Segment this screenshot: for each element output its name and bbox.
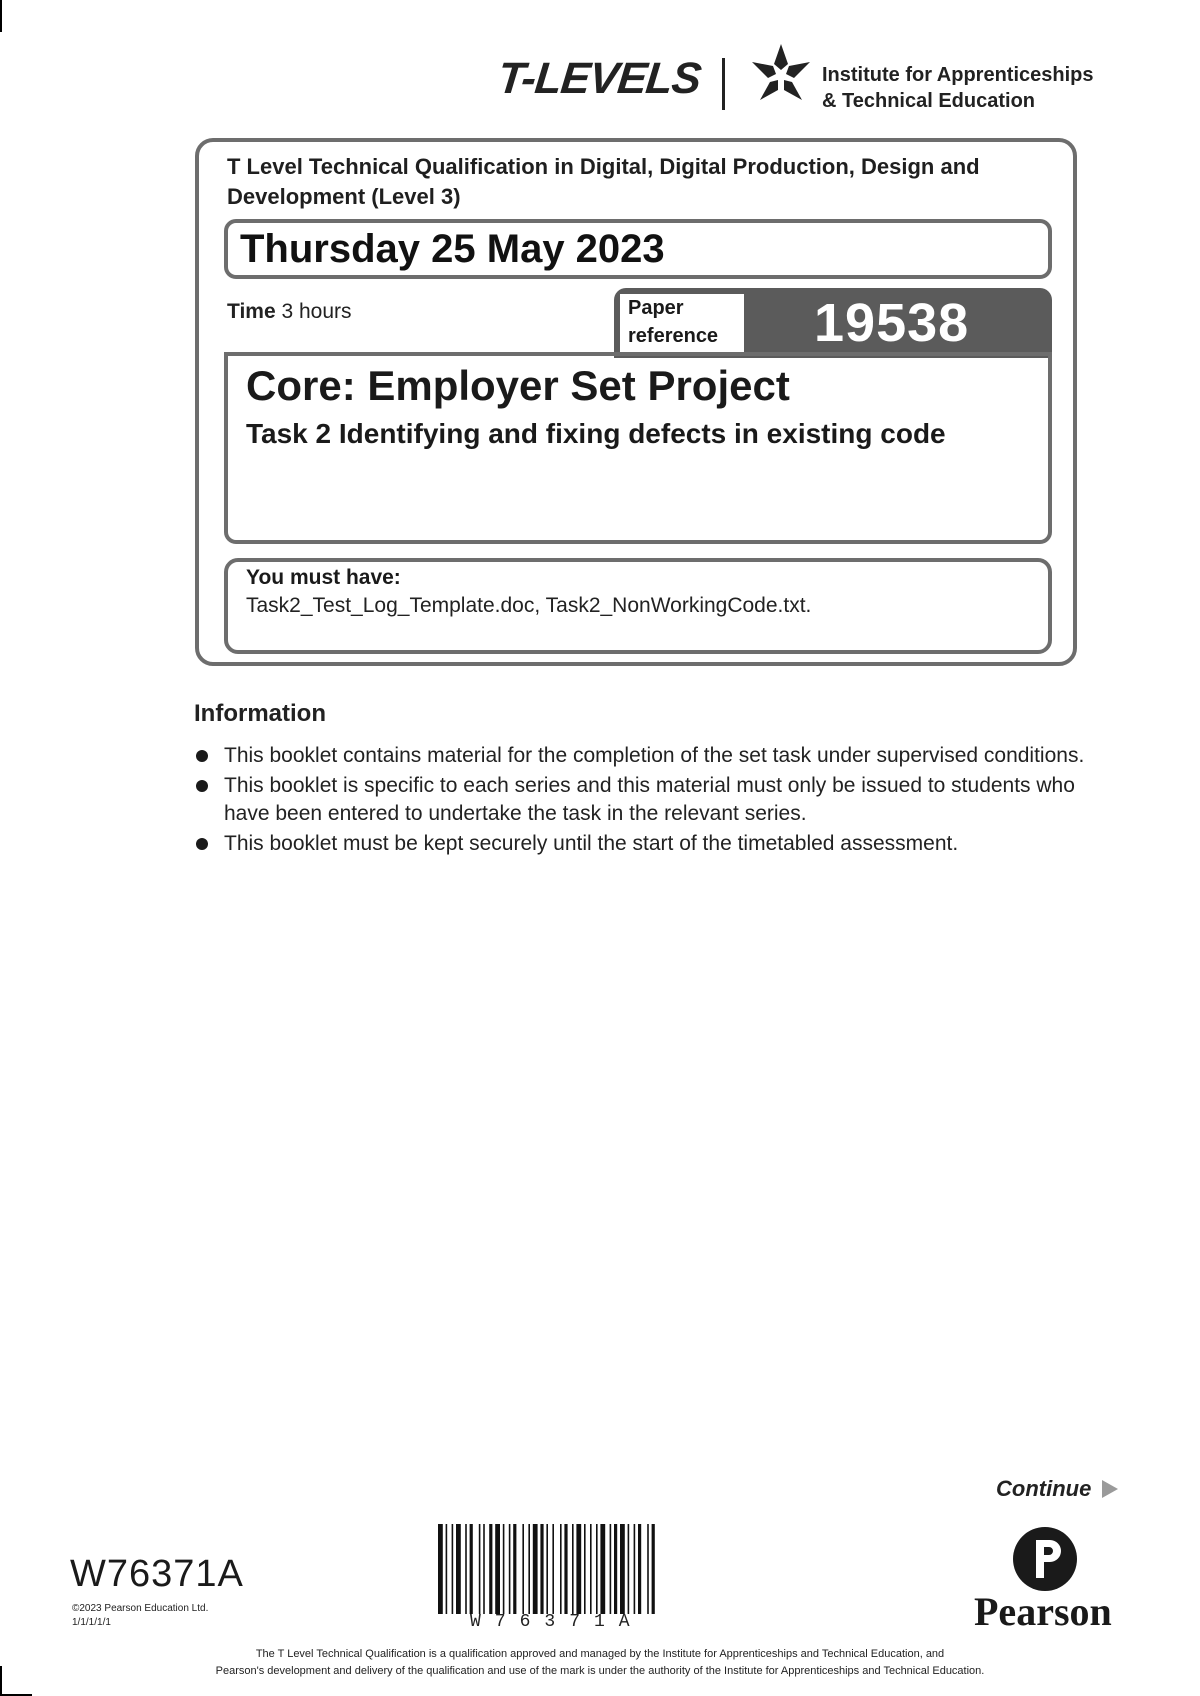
paper-reference-label-line-2: reference [628, 325, 719, 347]
information-list [194, 742, 1094, 860]
time-label: Time [227, 300, 276, 323]
qualification-footnote [120, 1646, 1080, 1680]
footnote-line-1: The T Level Technical Qualification is a qualification approved and managed by the Institute for Apprenticeships and Technical Education, and [255, 1648, 945, 1660]
date-box [224, 219, 1052, 279]
information-heading: Information [194, 700, 326, 727]
paper-title: Core: Employer Set Project [246, 362, 790, 409]
continue-label: Continue [996, 1476, 1092, 1501]
qualification-title: T Level Technical Qualification in Digital, Digital Production, Design and Development (Level 3) [227, 154, 980, 209]
paper-reference-label [620, 294, 744, 352]
pearson-logo-icon [1012, 1526, 1078, 1592]
ifate-line-1: Institute for Apprenticeships [822, 64, 1094, 86]
must-have-files: Task2_Test_Log_Template.doc, Task2_NonWorkingCode.txt. [246, 594, 812, 617]
information-item-text: This booklet is specific to each series and this material must only be issued to students who have been entered to undertake the task in the relevant series. [224, 774, 1075, 825]
item-code: W76371A [70, 1553, 244, 1595]
pearson-wordmark: Pearson [974, 1589, 1112, 1634]
paper-reference-block [614, 288, 1052, 358]
information-item-text: This booklet must be kept securely until the start of the timetabled assessment. [224, 832, 959, 855]
barcode-text: W76371A [470, 1612, 644, 1632]
footnote-line-2: Pearson's development and delivery of the qualification and use of the mark is under the authority of the Institute for Apprenticeships and Technical Education. [215, 1665, 985, 1677]
time-allowed [227, 300, 352, 324]
information-item [194, 742, 1094, 770]
task-title-box [224, 352, 1052, 544]
ifate-logo-text [822, 62, 1094, 114]
exam-date: Thursday 25 May 2023 [240, 227, 665, 271]
ifate-line-2: & Technical Education [822, 90, 1035, 112]
barcode-icon [438, 1524, 738, 1614]
paper-subtitle: Task 2 Identifying and fixing defects in existing code [246, 418, 946, 449]
paper-reference-number: 19538 [814, 293, 970, 353]
time-value: 3 hours [281, 300, 352, 323]
tlevels-logo: T-LEVELS [495, 54, 703, 103]
must-have-box [224, 558, 1052, 654]
must-have-label: You must have: [246, 566, 401, 589]
copyright: ©2023 Pearson Education Ltd. [72, 1603, 209, 1614]
continue-arrow-icon [1102, 1480, 1118, 1498]
paper-reference-label-line-1: Paper [628, 297, 684, 319]
bullet-icon [196, 750, 208, 762]
information-item [194, 830, 1094, 858]
bullet-icon [196, 780, 208, 792]
ifate-star-icon [748, 42, 814, 108]
information-item-text: This booklet contains material for the completion of the set task under supervised conditions. [224, 744, 1085, 767]
print-code: 1/1/1/1/1 [72, 1617, 111, 1628]
bullet-icon [196, 838, 208, 850]
crop-mark-bottom-left [0, 1666, 2, 1696]
crop-mark-top-left [0, 0, 2, 32]
logo-divider [722, 58, 725, 110]
information-item [194, 772, 1094, 828]
